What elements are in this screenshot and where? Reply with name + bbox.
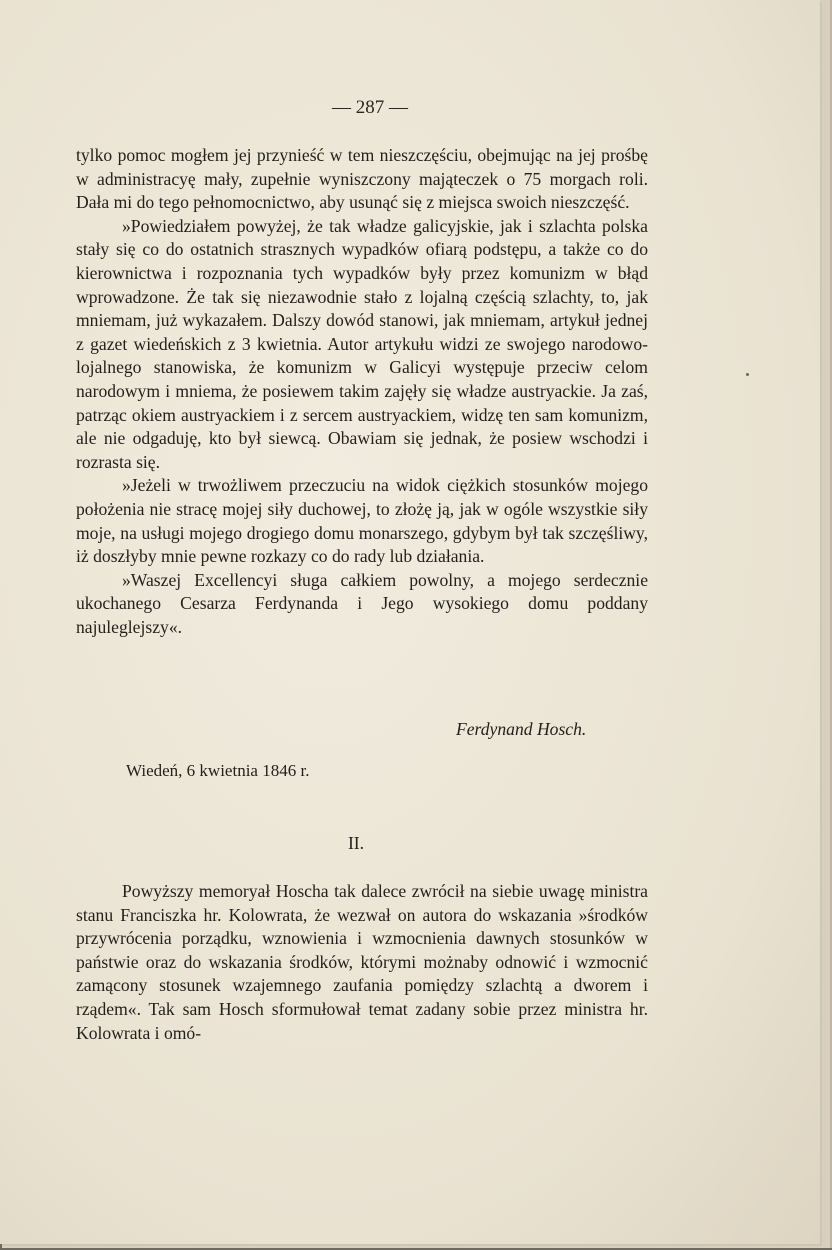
paper-speck (746, 373, 749, 376)
section-heading: II. (347, 833, 365, 853)
letter-paragraph-4: »Waszej Excellencyi sługa całkiem powolny, a mojego serdecznie ukochanego Cesarza Ferdynanda i Jego wysokiego domu poddany najuleglejszy«. (76, 569, 648, 637)
signature: Ferdynand Hosch. (456, 719, 587, 739)
letter-body (76, 144, 648, 639)
page-number: — 287 — (332, 97, 408, 118)
letter-paragraph-2: »Powiedziałem powyżej, że tak władze galicyjskie, jak i szlachta polska stały się co do ostatnich strasznych wypadków ofiarą podstępu, a także co do kierownictwa i rozpoznania tych wypadków były przez komunizm w błąd wprowadzone. Że tak się niezawodnie stało z lojalną częścią szlachty, to, jak mniemam, już wykazałem. Dalszy dowód stanowi, jak mniemam, artykuł jednej z gazet wiedeńskich z 3 kwietnia. Autor artykułu widzi ze swojego narodowo-lojalnego stanowiska, że komunizm w Galicyi występuje przeciw celom narodowym i mniema, że posiewem takim zajęły się władze austryackie. Ja zaś, patrząc okiem austryackiem i z sercem austryackiem, widzę ten sam komunizm, ale nie odgaduję, kto był siewcą. Obawiam się jednak, że posiew wschodzi i rozrasta się. (76, 215, 648, 472)
section-body (76, 880, 648, 1045)
section-paragraph: Powyższy memoryał Hoscha tak dalece zwrócił na siebie uwagę ministra stanu Franciszka hr. Kolowrata, że wezwał on autora do wskazania »środków przywrócenia porządku, wznowienia i wzmocnienia dawnych stosunków w państwie oraz do wskazania środków, którymi możnaby odnowić i wzmocnić zamącony stosunek wzajemnego zaufania pomiędzy szlachtą a dworem i rządem«. Tak sam Hosch sformułował temat zadany sobie przez ministra hr. Kolowrata i omó- (76, 881, 648, 1043)
letter-paragraph-3: »Jeżeli w trwożliwem przeczuciu na widok ciężkich stosunków mojego położenia nie stracę mojej siły duchowej, to złożę ją, jak w ogóle wszystkie siły moje, na usługi mojego drogiego domu monarszego, gdybym był tak szczęśliwy, iż doszłyby mnie pewne rozkazy co do rady lub działania. (76, 475, 648, 567)
letter-paragraph-1: tylko pomoc mogłem jej przynieść w tem nieszczęściu, obejmując na jej prośbę w administracyę mały, zupełnie wyniszczony mająteczek o 75 morgach roli. Dała mi do tego pełnomocnictwo, aby usunąć się z miejsca swoich nieszczęść. (76, 145, 648, 213)
date-line: Wiedeń, 6 kwietnia 1846 r. (126, 761, 310, 780)
